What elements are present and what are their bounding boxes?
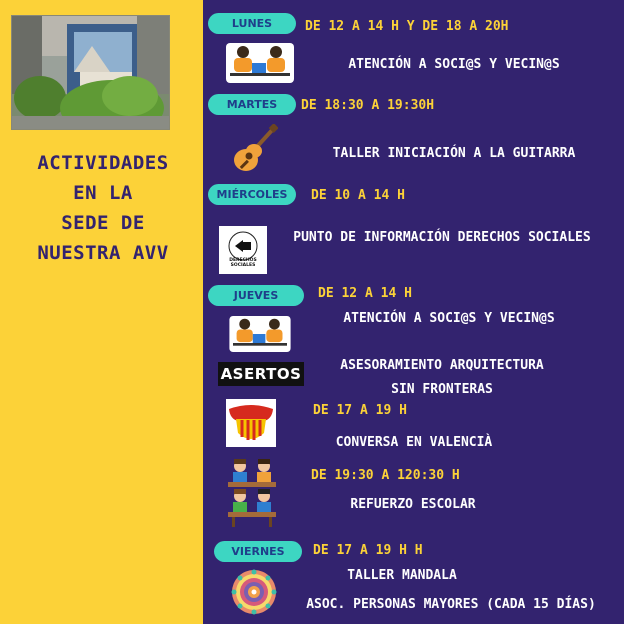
activity-derechos-sociales: PUNTO DE INFORMACIÓN DERECHOS SOCIALES	[293, 230, 591, 245]
guitar-icon	[232, 124, 278, 178]
activity-refuerzo-escolar: REFUERZO ESCOLAR	[350, 497, 476, 512]
people-meeting-icon	[226, 43, 294, 87]
activity-sin-fronteras: SIN FRONTERAS	[391, 382, 493, 397]
activity-taller-mandala: TALLER MANDALA	[347, 568, 457, 583]
time-jueves: DE 12 A 14 H	[318, 286, 412, 301]
activity-asesoramiento: ASESORAMIENTO ARQUITECTURA	[340, 358, 544, 373]
activity-asoc-mayores: ASOC. PERSONAS MAYORES (CADA 15 DÍAS)	[306, 597, 596, 612]
left-panel	[0, 0, 203, 624]
day-pill-lunes: LUNES	[208, 13, 296, 34]
time-viernes: DE 17 A 19 H H	[313, 543, 423, 558]
activity-atencion-jueves: ATENCIÓN A SOCI@S Y VECIN@S	[343, 311, 555, 326]
asertos-logo: ASERTOS	[218, 362, 304, 386]
activity-guitarra: TALLER INICIACIÓN A LA GUITARRA	[332, 146, 576, 161]
tongue-catalan-flag-icon	[226, 399, 276, 451]
day-pill-viernes: VIERNES	[214, 541, 302, 562]
activity-atencion-lunes: ATENCIÓN A SOCI@S Y VECIN@S	[348, 57, 560, 72]
time-miercoles: DE 10 A 14 H	[311, 188, 405, 203]
derechos-sociales-logo-label: DERECHOS SOCIALES	[229, 258, 257, 268]
time-lunes: DE 12 A 14 H Y DE 18 A 20H	[305, 19, 509, 34]
students-classroom-icon	[224, 458, 280, 532]
day-pill-martes: MARTES	[208, 94, 296, 115]
mandala-icon	[230, 568, 278, 620]
day-pill-miercoles: MIÉRCOLES	[208, 184, 296, 205]
page-title: ACTIVIDADES EN LA SEDE DE NUESTRA AVV	[37, 152, 169, 264]
activity-conversa-valencia: CONVERSA EN VALENCIÀ	[335, 435, 493, 450]
time-martes: DE 18:30 A 19:30H	[301, 98, 435, 113]
time-refuerzo: DE 19:30 A 120:30 H	[311, 468, 460, 483]
time-jueves-valencia: DE 17 A 19 H	[313, 403, 407, 418]
derechos-sociales-logo	[219, 226, 267, 274]
association-building-photo	[11, 15, 170, 130]
day-pill-jueves: JUEVES	[208, 285, 304, 306]
people-meeting-icon	[228, 316, 292, 356]
